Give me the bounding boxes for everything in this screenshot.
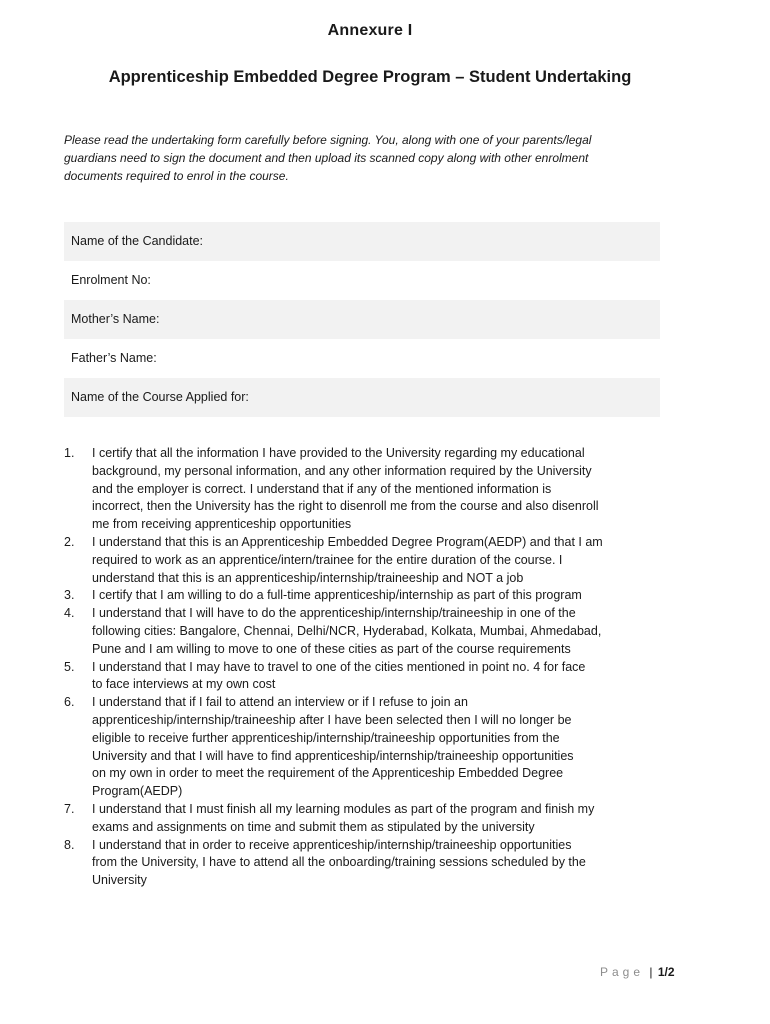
item-text-line: eligible to receive further apprenticeship/internship/traineeship opportunities from the bbox=[92, 730, 560, 745]
undertaking-item bbox=[64, 694, 684, 801]
undertaking-item bbox=[64, 659, 684, 695]
course-applied-field: Name of the Course Applied for: bbox=[64, 378, 660, 417]
item-number: 3. bbox=[64, 588, 75, 603]
item-text-line: I understand that I will have to do the apprenticeship/internship/traineeship in one of the bbox=[92, 606, 576, 621]
enrolment-no-field: Enrolment No: bbox=[71, 273, 151, 287]
undertaking-item bbox=[64, 587, 684, 605]
item-text-line: Pune and I am willing to move to one of these cities as part of the course requirements bbox=[92, 641, 571, 656]
item-number: 2. bbox=[64, 534, 75, 549]
undertaking-item bbox=[64, 534, 684, 587]
intro-line: Please read the undertaking form carefully before signing. You, along with one of your parents/legal bbox=[64, 133, 592, 147]
page-footer bbox=[600, 965, 675, 979]
item-text-line: required to work as an apprentice/intern/trainee for the entire duration of the course. I bbox=[92, 552, 563, 567]
item-number: 1. bbox=[64, 446, 75, 460]
candidate-name-field: Name of the Candidate: bbox=[64, 222, 660, 261]
item-text-line: understand that this is an apprenticeship/internship/traineeship and NOT a job bbox=[92, 570, 524, 585]
item-text-line: following cities: Bangalore, Chennai, Delhi/NCR, Hyderabad, Kolkata, Mumbai, Ahmedabad, bbox=[92, 623, 602, 638]
item-text-line: and the employer is correct. I understand that if any of the mentioned information is bbox=[92, 481, 552, 496]
item-text-line: I certify that I am willing to do a full-time apprenticeship/internship as part of this program bbox=[92, 588, 582, 603]
document-title: Apprenticeship Embedded Degree Program – Student Undertaking bbox=[108, 68, 632, 86]
item-text-line: background, my personal information, and any other information required by the University bbox=[92, 463, 592, 478]
candidate-details-table bbox=[64, 222, 660, 417]
item-number: 8. bbox=[64, 837, 75, 852]
item-number: 7. bbox=[64, 801, 75, 816]
item-text-line: I understand that if I fail to attend an interview or if I refuse to join an bbox=[92, 695, 468, 710]
undertaking-item bbox=[64, 837, 684, 890]
undertaking-item bbox=[64, 445, 684, 534]
item-text-line: Program(AEDP) bbox=[92, 784, 183, 799]
page-number: 1/2 bbox=[657, 965, 675, 979]
intro-paragraph bbox=[64, 131, 674, 185]
item-text-line: exams and assignments on time and submit them as stipulated by the university bbox=[92, 819, 535, 834]
undertaking-item bbox=[64, 605, 684, 658]
item-number: 5. bbox=[64, 659, 75, 674]
intro-line: guardians need to sign the document and then upload its scanned copy along with other enrolment bbox=[64, 151, 589, 165]
item-number: 6. bbox=[64, 695, 75, 710]
item-text-line: I certify that all the information I have provided to the University regarding my educational bbox=[92, 446, 585, 460]
page-label: Page bbox=[600, 965, 645, 979]
item-text-line: me from receiving apprenticeship opportunities bbox=[92, 517, 352, 532]
item-number: 4. bbox=[64, 606, 75, 621]
item-text-line: from the University, I have to attend all the onboarding/training sessions scheduled by the bbox=[92, 855, 586, 870]
item-text-line: apprenticeship/internship/traineeship after I have been selected then I will no longer be bbox=[92, 712, 572, 727]
mothers-name-field: Mother’s Name: bbox=[64, 300, 660, 339]
item-text-line: to face interviews at my own cost bbox=[92, 677, 276, 692]
item-text-line: on my own in order to meet the requirement of the Apprenticeship Embedded Degree bbox=[92, 766, 564, 781]
undertaking-item bbox=[64, 801, 684, 837]
fathers-name-field: Father’s Name: bbox=[71, 351, 157, 365]
undertaking-list bbox=[64, 445, 684, 890]
item-text-line: incorrect, then the University has the right to disenroll me from the course and also disenroll bbox=[92, 499, 599, 514]
item-text-line: University bbox=[92, 873, 147, 888]
annexure-heading: Annexure I bbox=[327, 22, 413, 39]
item-text-line: I understand that this is an Apprenticeship Embedded Degree Program(AEDP) and that I am bbox=[92, 534, 603, 549]
item-text-line: I understand that I must finish all my learning modules as part of the program and finish my bbox=[92, 801, 595, 816]
item-text-line: I understand that in order to receive apprenticeship/internship/traineeship opportunities bbox=[92, 837, 572, 852]
item-text-line: I understand that I may have to travel to one of the cities mentioned in point no. 4 for face bbox=[92, 659, 586, 674]
intro-line: documents required to enrol in the course. bbox=[64, 169, 289, 183]
item-text-line: University and that I will have to find apprenticeship/internship/traineeship opportunities bbox=[92, 748, 574, 763]
footer-separator: | bbox=[649, 965, 653, 979]
